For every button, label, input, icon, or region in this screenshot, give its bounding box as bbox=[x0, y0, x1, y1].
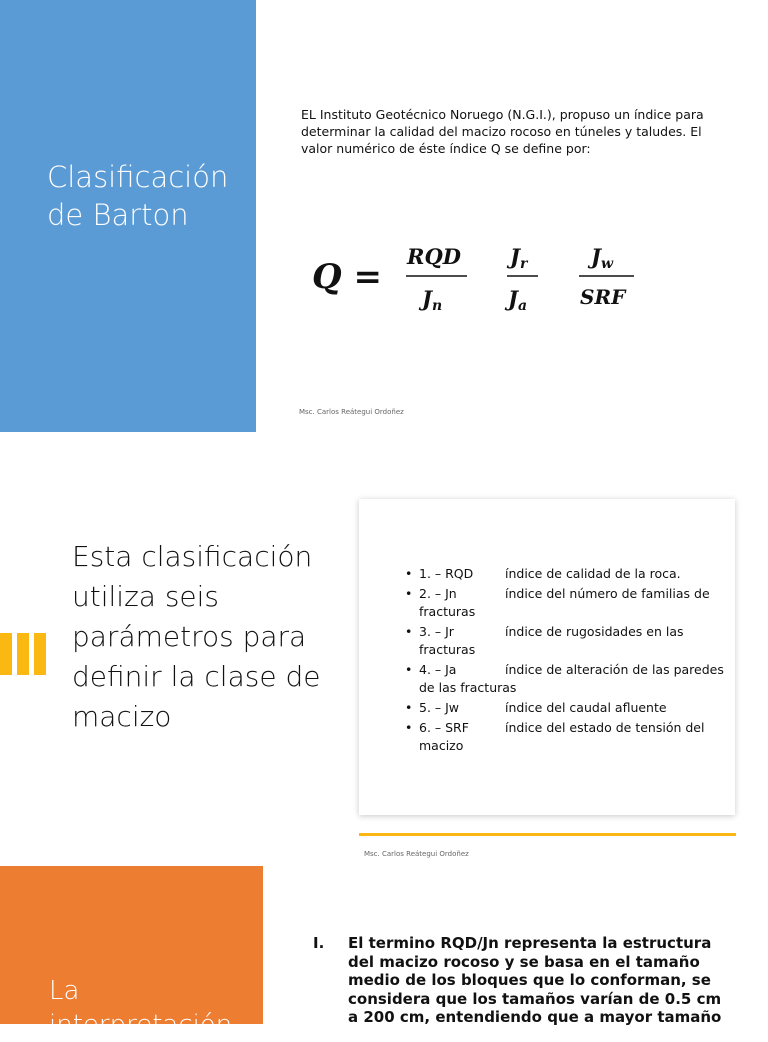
formula-term3-numerator: Jw bbox=[591, 244, 613, 272]
bullet-icon: • bbox=[405, 662, 413, 677]
bullet-icon: • bbox=[405, 566, 413, 581]
q-formula bbox=[300, 236, 660, 322]
accent-bar bbox=[17, 633, 29, 675]
list-item: • 6. – SRF índice del estado de tensión del macizo bbox=[405, 720, 705, 753]
list-item: • 3. – Jr índice de rugosidades en las fracturas bbox=[405, 624, 684, 657]
slide-interpretation bbox=[0, 866, 768, 1040]
intro-paragraph: EL Instituto Geotécnico Noruego (N.G.I.), propuso un índice para determinar la calidad del macizo rocoso en túneles y taludes. El valor numérico de éste índice Q se define por: bbox=[301, 107, 704, 156]
formula-term1-denominator: Jn bbox=[422, 286, 443, 314]
slide-parameters bbox=[0, 437, 768, 867]
formula-term2-denominator: Ja bbox=[508, 286, 528, 314]
accent-bars bbox=[0, 633, 48, 675]
slide-title: Esta clasificación utiliza seis parámetros para definir la clase de macizo bbox=[72, 540, 321, 733]
parameters-list bbox=[405, 565, 725, 757]
list-item: • 4. – Ja índice de alteración de las paredes de las fracturas bbox=[405, 662, 724, 695]
bullet-icon: • bbox=[405, 700, 413, 715]
list-item: • 5. – Jw índice del caudal afluente bbox=[405, 700, 667, 715]
formula-term1-numerator: RQD bbox=[407, 244, 461, 269]
accent-bar bbox=[0, 633, 12, 675]
slide-footer: Msc. Carlos Reátegui Ordoñez bbox=[364, 850, 469, 858]
accent-divider bbox=[359, 833, 736, 836]
list-item: • 1. – RQD índice de calidad de la roca. bbox=[405, 566, 681, 581]
formula-term2-numerator: Jr bbox=[510, 244, 528, 272]
accent-bar bbox=[34, 633, 46, 675]
formula-lhs: Q = bbox=[312, 257, 382, 297]
item-number: I. bbox=[313, 934, 325, 952]
slide-title: La interpretación bbox=[49, 976, 233, 1040]
bullet-icon: • bbox=[405, 586, 413, 601]
list-item: • 2. – Jn índice del número de familias de fracturas bbox=[405, 586, 710, 619]
slide-title: Clasificación de Barton bbox=[47, 160, 229, 232]
formula-term3-denominator: SRF bbox=[580, 285, 626, 309]
item-text: El termino RQD/Jn representa la estructura del macizo rocoso y se basa en el tamaño medio de los bloques que lo conforman, se considera que los tamaños varían de 0.5 cm a 200 cm, entendiendo que a mayor tamaño bbox=[348, 934, 722, 1026]
bullet-icon: • bbox=[405, 624, 413, 639]
bullet-icon: • bbox=[405, 720, 413, 735]
slide-footer: Msc. Carlos Reátegui Ordoñez bbox=[299, 408, 404, 416]
slide-barton bbox=[0, 0, 768, 432]
